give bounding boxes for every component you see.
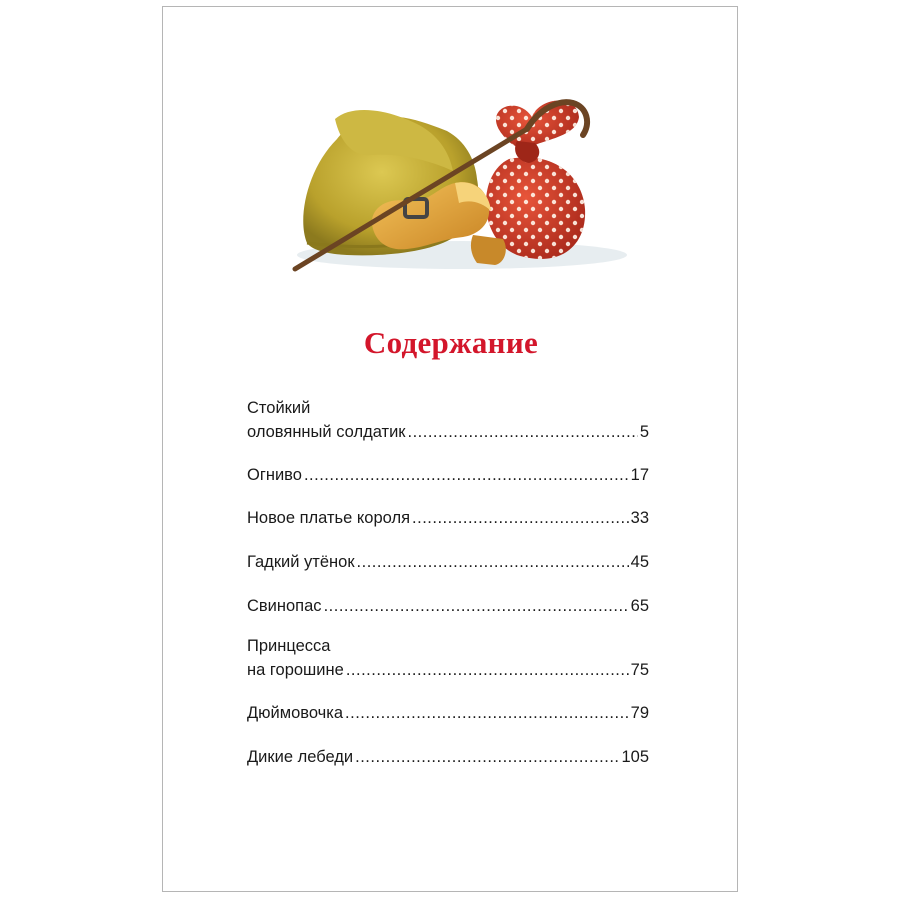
toc-page-number: 65	[630, 597, 649, 615]
toc-entry-title: Гадкий утёнок	[247, 553, 355, 571]
contents-heading: Содержание	[363, 325, 539, 360]
toc-page-number: 17	[630, 466, 649, 484]
dot-leader	[346, 658, 629, 682]
dot-leader	[357, 550, 629, 574]
dot-leader	[355, 745, 619, 769]
toc-entry-title: Новое платье короля	[247, 509, 411, 527]
dot-leader	[412, 506, 629, 530]
dot-leader	[324, 594, 629, 618]
toc-entry-title: Свинопас	[247, 597, 322, 615]
toc-page-number: 45	[630, 553, 649, 571]
toc-entry[interactable]	[247, 506, 649, 530]
dot-leader	[345, 701, 629, 725]
toc-page-number: 33	[630, 509, 649, 527]
toc-entry-title-line2: оловянный солдатик	[247, 423, 406, 441]
toc-page-number: 5	[639, 423, 649, 441]
toc-entry[interactable]	[247, 463, 649, 487]
toc-entry-title: Огниво	[247, 466, 302, 484]
toc-entry[interactable]	[247, 634, 649, 682]
toc-page-number: 79	[630, 704, 649, 722]
toc-entry[interactable]	[247, 396, 649, 444]
hat-boot-bundle-illustration	[277, 79, 637, 295]
book-page	[162, 6, 738, 892]
dot-leader	[408, 420, 638, 444]
toc-entry-title-line1: Стойкий	[247, 399, 311, 417]
toc-entry[interactable]	[247, 550, 649, 574]
toc-entry[interactable]	[247, 745, 649, 769]
toc-page-number: 75	[630, 661, 649, 679]
toc-entry[interactable]	[247, 594, 649, 618]
toc-page-number: 105	[621, 748, 649, 766]
toc-entry[interactable]	[247, 701, 649, 725]
toc-entry-title-line1: Принцесса	[247, 637, 331, 655]
dot-leader	[304, 463, 629, 487]
toc-entry-title: Дюймовочка	[247, 704, 344, 722]
toc-entry-title: Дикие лебеди	[247, 748, 354, 766]
toc-entry-title-line2: на горошине	[247, 661, 344, 679]
